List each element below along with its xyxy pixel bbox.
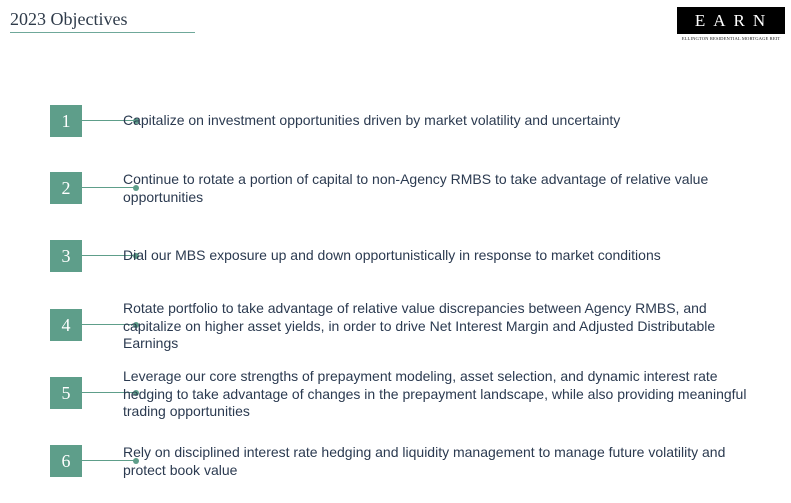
objective-text: Capitalize on investment opportunities driven by market volatility and uncertainty [123,112,621,128]
objective-number-badge: 5 [50,377,82,409]
objective-text: Rely on disciplined interest rate hedging and liquidity management to manage future volatility and protect book value [123,444,726,478]
earn-logo: EARN [677,7,785,34]
objective-text: Rotate portfolio to take advantage of relative value discrepancies between Agency RMBS, and capitalize on higher asset yields, in order to drive Net Interest Margin and Adjusted Distributable Earnings [123,300,716,351]
objective-text: Leverage our core strengths of prepayment modeling, asset selection, and dynamic interest rate hedging to take advantage of changes in the prepayment landscape, while also providing meaningful trading opportunities [123,368,747,419]
objective-number-badge: 6 [50,445,82,477]
page-title: 2023 Objectives [10,9,128,29]
objective-number-badge: 3 [50,240,82,272]
objective-number-badge: 2 [50,172,82,204]
objective-text: Dial our MBS exposure up and down opportunistically in response to market conditions [123,247,661,263]
objective-number-badge: 1 [50,105,82,137]
objective-text: Continue to rotate a portion of capital to non-Agency RMBS to take advantage of relative value opportunities [123,171,709,205]
objective-number-badge: 4 [50,309,82,341]
title-underline [10,32,195,33]
logo-tagline: ELLINGTON RESIDENTIAL MORTGAGE REIT [681,36,781,41]
